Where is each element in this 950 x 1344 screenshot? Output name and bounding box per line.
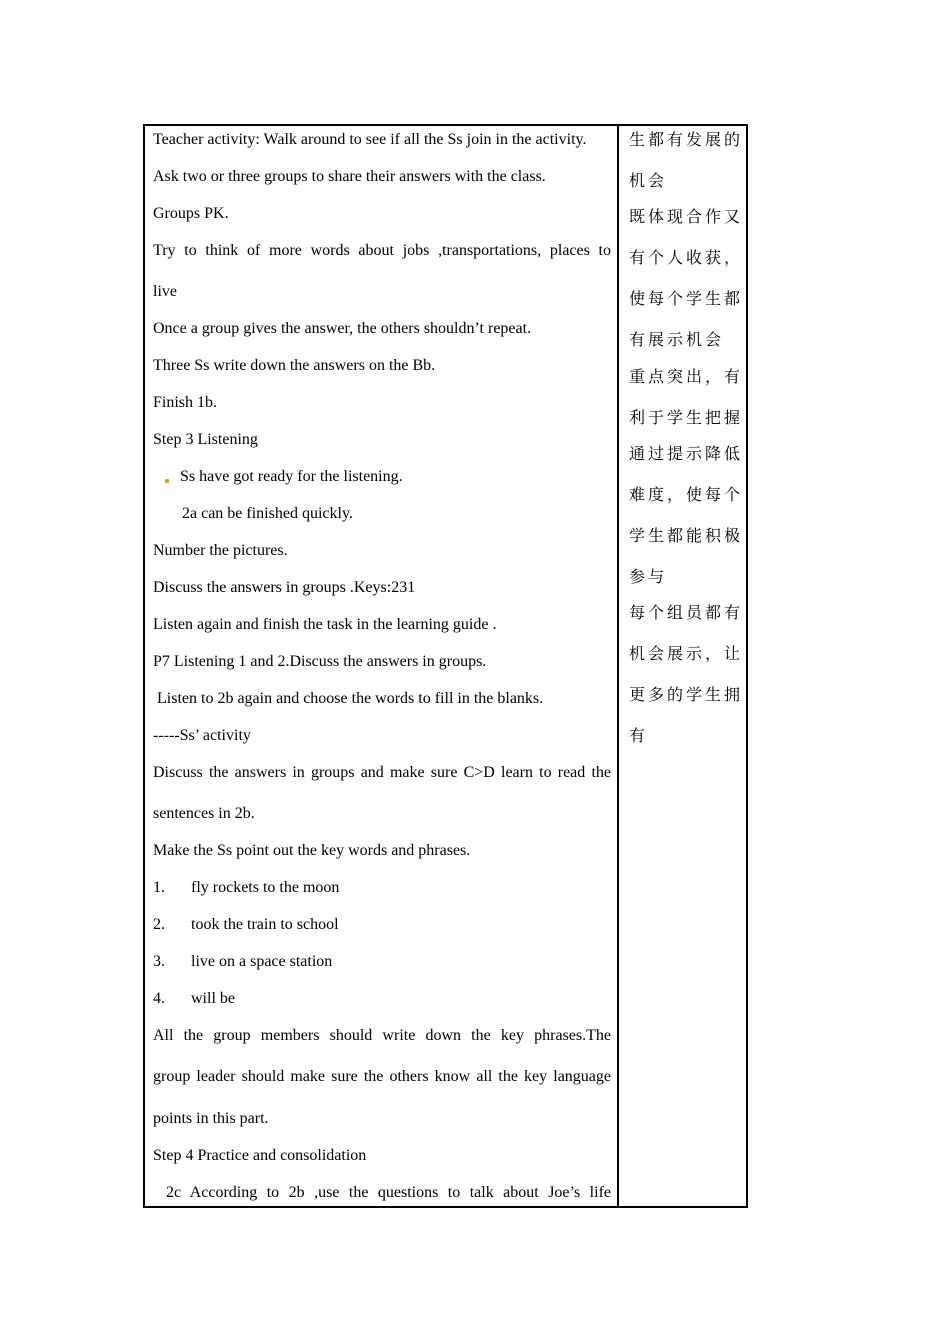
key-phrase-item: [153, 878, 611, 898]
intent-line: 机会: [629, 171, 668, 190]
intent-line: 既体现合作又: [629, 207, 744, 226]
procedure-line: sentences in 2b.: [153, 805, 255, 822]
key-phrase-item: [153, 989, 611, 1009]
key-phrase-text: took the train to school: [191, 916, 339, 933]
intent-line: 生都有发展的: [629, 130, 744, 149]
key-phrase-number: 1.: [153, 879, 165, 896]
intent-line: 重点突出，有: [629, 367, 744, 386]
procedure-line: All the group members should write down the key phrases.The: [153, 1027, 611, 1044]
procedure-line: Discuss the answers in groups and make sure C>D learn to read the: [153, 764, 611, 781]
intent-line: 有展示机会: [629, 330, 725, 349]
procedure-line: live: [153, 283, 177, 300]
intent-line: 难度，使每个: [629, 485, 744, 504]
procedure-line: Make the Ss point out the key words and phrases.: [153, 842, 471, 859]
procedure-line: 2c According to 2b ,use the questions to talk about Joe’s life: [166, 1184, 611, 1201]
procedure-line: group leader should make sure the others know all the key language: [153, 1068, 611, 1085]
procedure-line: Try to think of more words about jobs ,transportations, places to: [153, 242, 611, 259]
key-phrase-text: fly rockets to the moon: [191, 879, 340, 896]
procedure-line: Groups PK.: [153, 205, 229, 222]
intent-line: 通过提示降低: [629, 444, 744, 463]
procedure-line: 2a can be finished quickly.: [182, 505, 353, 522]
key-phrase-text: live on a space station: [191, 953, 333, 970]
key-phrase-number: 3.: [153, 953, 165, 970]
procedure-line: Listen to 2b again and choose the words to fill in the blanks.: [157, 690, 544, 707]
intent-line: 有: [629, 726, 649, 745]
procedure-line: points in this part.: [153, 1110, 269, 1127]
procedure-line: Teacher activity: Walk around to see if all the Ss join in the activity.: [153, 131, 587, 148]
procedure-line: Once a group gives the answer, the others shouldn’t repeat.: [153, 320, 532, 337]
intent-line: 每个组员都有: [629, 603, 744, 622]
key-phrase-text: will be: [191, 990, 235, 1007]
intent-line: 使每个学生都: [629, 289, 744, 308]
procedure-line: Finish 1b.: [153, 394, 218, 411]
procedure-line: Number the pictures.: [153, 542, 288, 559]
procedure-line: Discuss the answers in groups .Keys:231: [153, 579, 416, 596]
procedure-line: Ss have got ready for the listening.: [180, 468, 403, 485]
intent-line: 机会展示，让: [629, 644, 744, 663]
procedure-line: -----Ss’ activity: [153, 727, 251, 744]
bullet-icon: [165, 479, 169, 483]
procedure-line: Three Ss write down the answers on the Bb.: [153, 357, 436, 374]
procedure-line: Listen again and finish the task in the learning guide .: [153, 616, 497, 633]
key-phrase-number: 4.: [153, 990, 165, 1007]
key-phrase-item: [153, 915, 611, 935]
intent-line: 学生都能积极: [629, 526, 744, 545]
lesson-plan-table: [143, 124, 748, 1208]
key-phrase-number: 2.: [153, 916, 165, 933]
intent-line: 有个人收获，: [629, 248, 744, 267]
intent-line: 利于学生把握: [629, 408, 744, 427]
teaching-procedure-column: [145, 126, 619, 1206]
procedure-line: P7 Listening 1 and 2.Discuss the answers in groups.: [153, 653, 487, 670]
step-heading: Step 4 Practice and consolidation: [153, 1147, 367, 1164]
key-phrase-item: [153, 952, 611, 972]
intent-line: 参与: [629, 567, 668, 586]
design-intent-column: [619, 126, 746, 1206]
intent-line: 更多的学生拥: [629, 685, 744, 704]
procedure-line: Ask two or three groups to share their answers with the class.: [153, 168, 546, 185]
step-heading: Step 3 Listening: [153, 431, 258, 448]
